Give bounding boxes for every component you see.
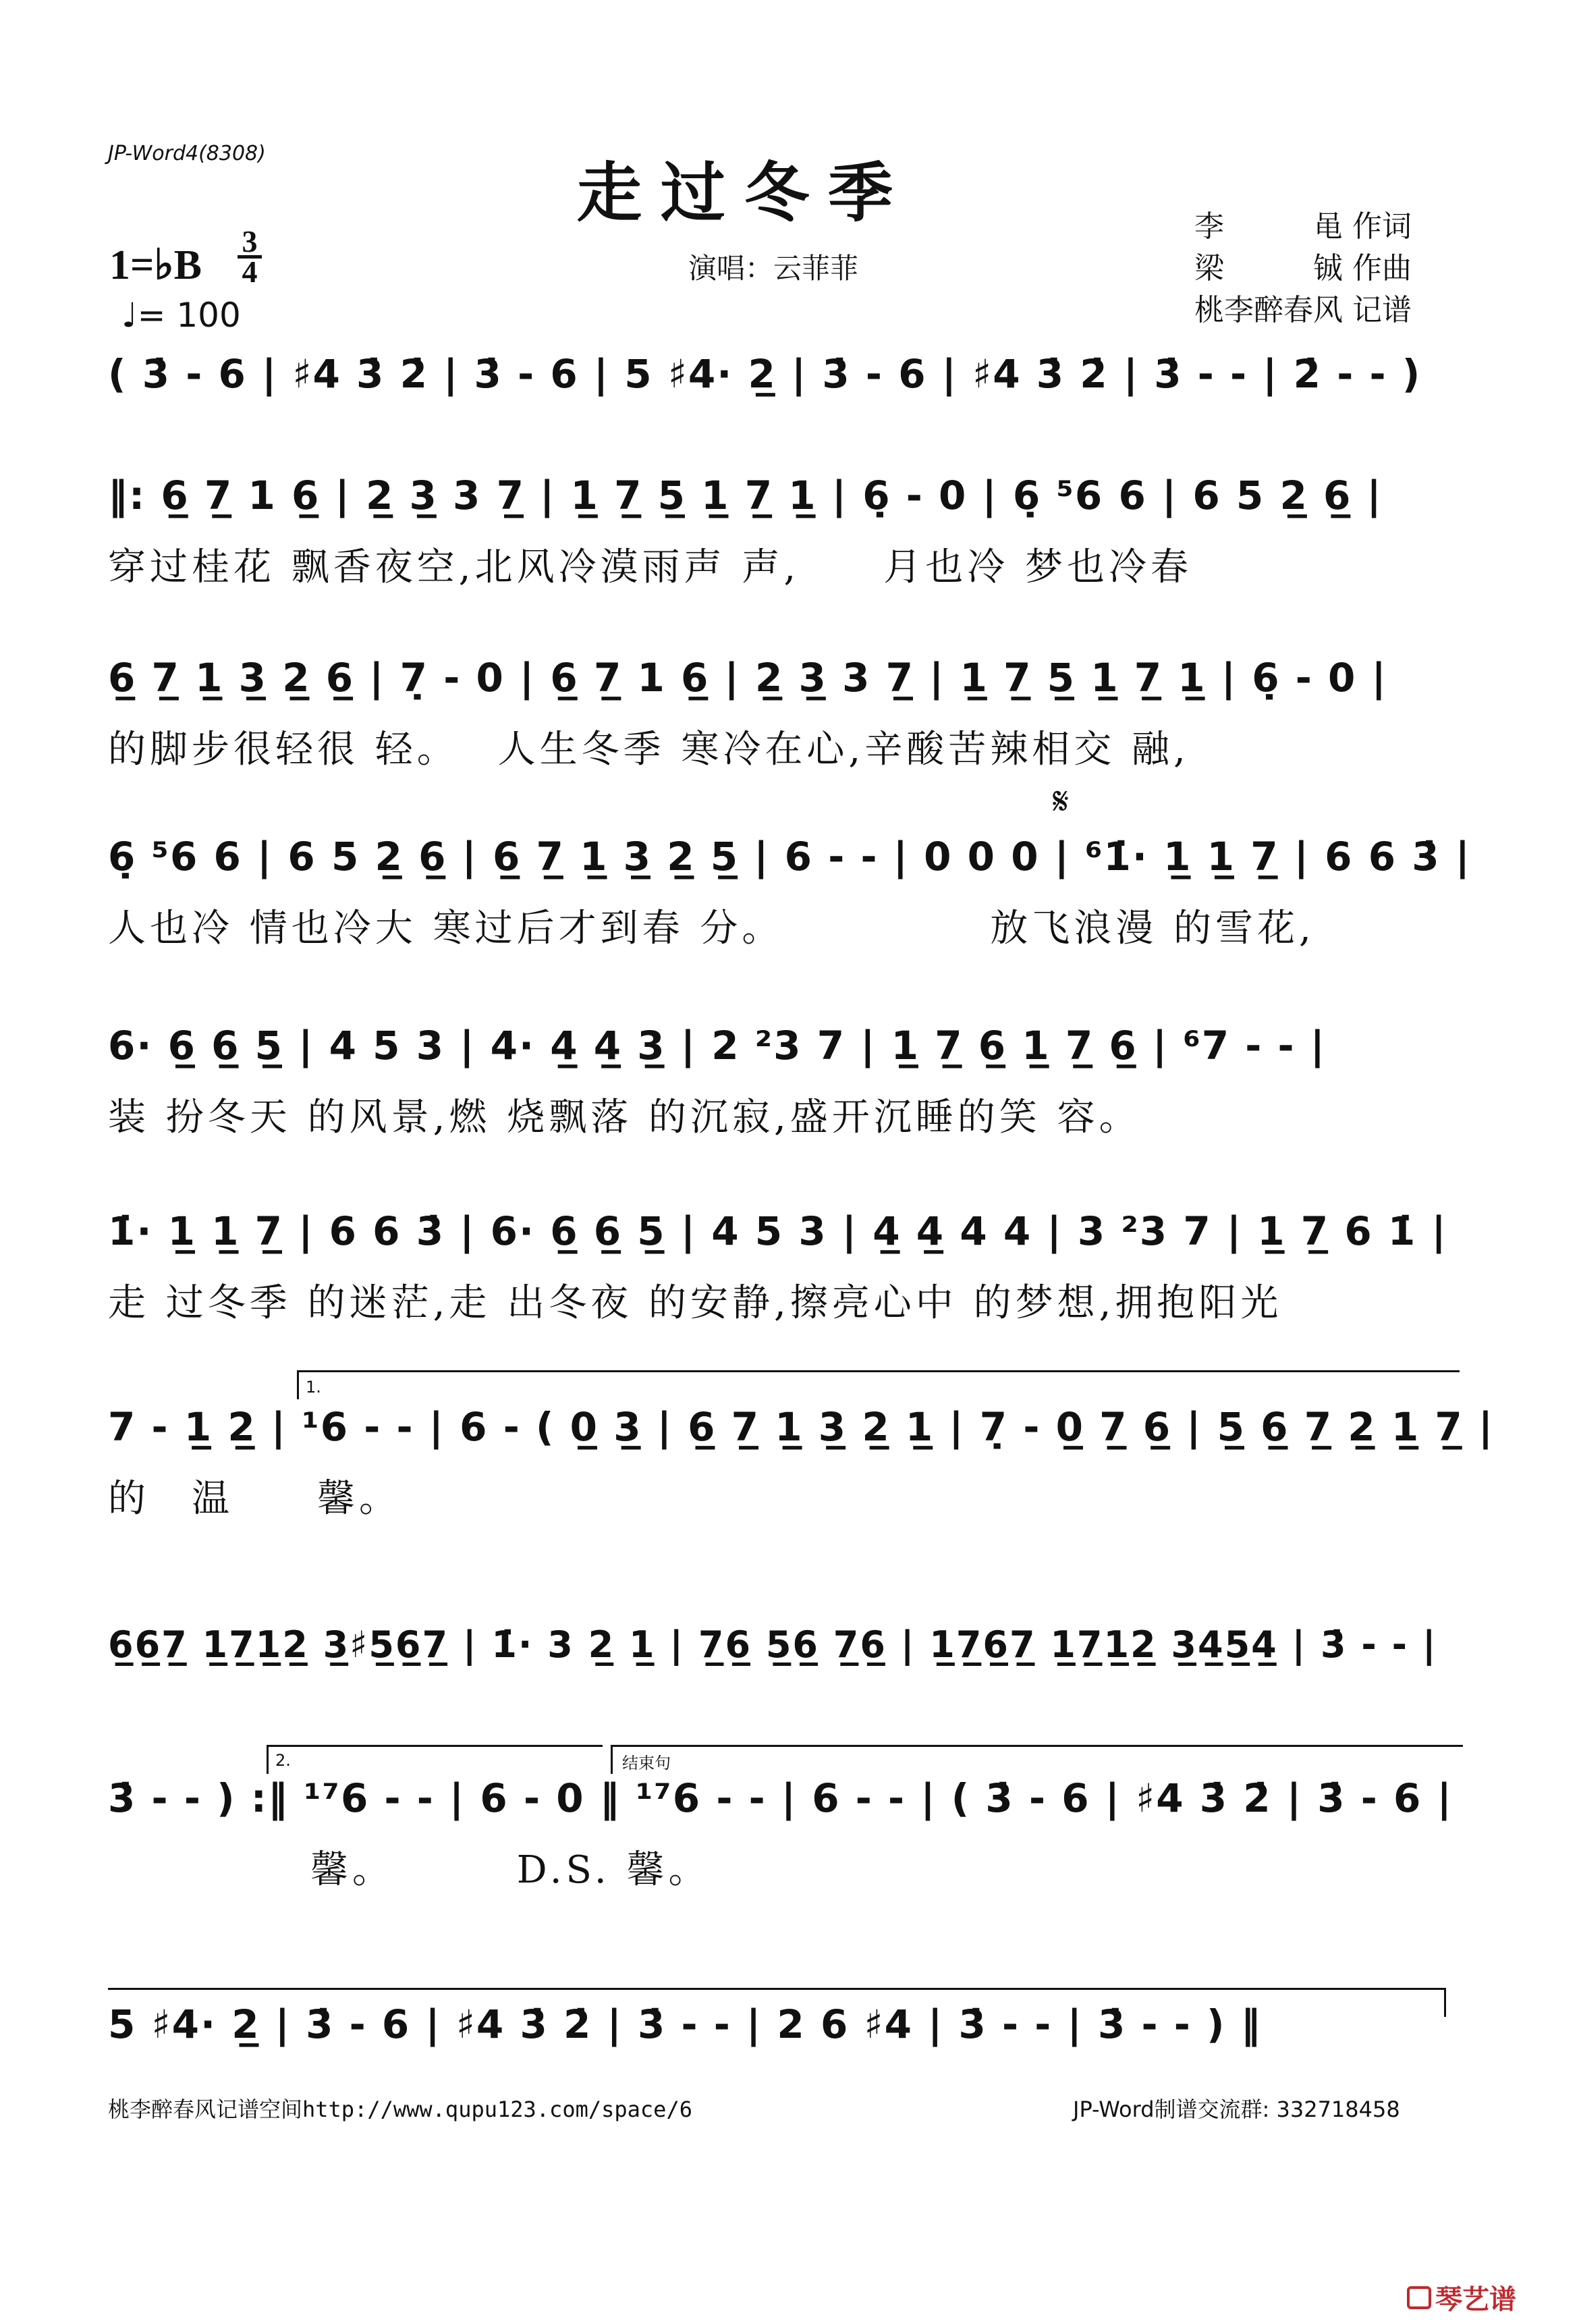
lyric-row-3: 的脚步很轻很 轻。 人生冬季 寒冷在心,辛酸苦辣相交 融, xyxy=(108,728,1190,772)
score-row-2 xyxy=(108,472,1464,591)
score-row-4 xyxy=(108,834,1471,952)
notes-row-2: ‖: 6̲ 7̲ 1 6̲ | 2̲ 3̲ 3 7̲ | 1̲ 7̲ 5̲ 1̲ 7̲ 1̲ | 6̣ - 0 | 6̣ ⁵6 6 | 6 5 2̲ 6̲ | xyxy=(108,472,1383,518)
tempo-mark: ♩= 100 xyxy=(121,296,241,335)
watermark-logo xyxy=(1407,2278,1516,2317)
ending-bracket xyxy=(611,1745,1463,1774)
footer-left: 桃李醉春风记谱空间http://www.qupu123.com/space/6 xyxy=(108,2097,692,2122)
time-signature xyxy=(238,224,262,289)
score-row-5 xyxy=(108,1023,1464,1141)
score-row-8 xyxy=(108,1623,1464,1666)
volta-2-bracket xyxy=(267,1745,603,1774)
volta-1-label: 1. xyxy=(306,1378,321,1397)
ending-label: 结束句 xyxy=(622,1754,671,1773)
volta-2-label: 2. xyxy=(275,1751,291,1770)
footer-right: JP-Word制谱交流群: 332718458 xyxy=(1073,2097,1400,2122)
lyric-row-7: 的 温 馨。 xyxy=(108,1477,401,1521)
score-row-9 xyxy=(108,1775,1464,1894)
transcriber: 桃李醉春风 记谱 xyxy=(1194,293,1412,327)
notes-row-7: 7 - 1̲ 2̲ | ¹6 - - | 6 - ( 0̲ 3̲ | 6̲ 7̲ 1̲ 3̲ 2̲ 1̲ | 7̣ - 0̲ 7̲ 6̲ | 5̲ 6̲ 7̲ 2̲ 1̲ 7̲ | xyxy=(108,1404,1495,1450)
singer: 演唱：云菲菲 xyxy=(688,252,859,285)
time-sig-bottom: 4 xyxy=(242,254,258,289)
notes-row-8: 6̲6̲7̲ 1̲7̲1̲2̲ 3̲♯5̲6̲7̲ | 1̇· 3 2̲ 1̲ | 7̲6̲ 5̲6̲ 7̲6̲ | 1̲7̲6̲7̲ 1̲7̲1̲2̲ 3̲4̲5̲4̲ | 3̇ - - | xyxy=(108,1623,1437,1666)
notes-row-10: 5 ♯4· 2̲ | 3̇ - 6 | ♯4 3̇ 2̇ | 3̇ - - | 2 6 ♯4 | 3̇ - - | 3̇ - - ) ‖ xyxy=(108,2001,1262,2047)
lyric-row-6: 走 过冬季 的迷茫,走 出冬夜 的安静,擦亮心中 的梦想,拥抱阳光 xyxy=(108,1281,1283,1325)
composer: 梁 铖 作曲 xyxy=(1194,251,1412,286)
volta-1-bracket xyxy=(297,1370,1460,1399)
lyricist: 李 黾 作词 xyxy=(1194,209,1412,244)
lyric-row-5: 装 扮冬天 的风景,燃 烧飘落 的沉寂,盛开沉睡的笑 容。 xyxy=(108,1096,1141,1139)
notes-row-1: ( 3̇ - 6 | ♯4 3̇ 2̇ | 3̇ - 6 | 5 ♯4· 2̲ | 3̇ - 6 | ♯4 3̇ 2̇ | 3̇ - - | 2̇ - - ) xyxy=(108,351,1422,397)
notes-row-9: 3̇ - - ) :‖ ¹⁷6 - - | 6 - 0 ‖ ¹⁷6 - - | 6 - - | ( 3̇ - 6 | ♯4 3̇ 2̇ | 3̇ - 6 | xyxy=(108,1775,1453,1821)
lyric-row-4: 人也冷 情也冷大 寒过后才到春 分。 放飞浪漫 的雪花, xyxy=(108,907,1315,950)
segno-sign: 𝄋 xyxy=(1053,780,1070,823)
lyric-row-9: 馨。 D.S. 馨。 xyxy=(310,1848,711,1892)
song-title: 走过冬季 xyxy=(577,155,912,231)
software-label: JP-Word4(8308) xyxy=(108,142,266,165)
score-row-6 xyxy=(108,1208,1464,1327)
key-signature: 1=♭B xyxy=(109,242,202,288)
notes-row-6: 1̇· 1̲ 1̲ 7̲ | 6 6 3̇ | 6· 6̲ 6̲ 5̲ | 4 5 3 | 4̲ 4̲ 4 4 | 3 ²3 7 | 1̲ 7̲ 6 1̇ | xyxy=(108,1208,1447,1254)
score-row-3 xyxy=(108,655,1464,774)
logo-icon xyxy=(1407,2286,1431,2309)
score-row-1 xyxy=(108,351,1464,397)
time-sig-top: 3 xyxy=(242,224,258,259)
score-row-7 xyxy=(108,1404,1495,1523)
lyric-row-2: 穿过桂花 飘香夜空,北风冷漠雨声 声, 月也冷 梦也冷春 xyxy=(108,545,1193,589)
notes-row-4: 6̣ ⁵6 6 | 6 5 2̲ 6̲ | 6̲ 7̲ 1̲ 3̲ 2̲ 5̲ | 6 - - | 0 0 0 | ⁶1̇· 1̲ 1̲ 7̲ | 6 6 3̇ | xyxy=(108,834,1471,880)
notes-row-3: 6̲ 7̲ 1̲ 3̲ 2̲ 6̲ | 7̣ - 0 | 6̲ 7̲ 1 6̲ | 2̲ 3̲ 3 7̲ | 1̲ 7̲ 5̲ 1̲ 7̲ 1̲ | 6̣ - 0 | xyxy=(108,655,1387,701)
notes-row-5: 6· 6̲ 6̲ 5̲ | 4 5 3 | 4· 4̲ 4̲ 3̲ | 2 ²3 7 | 1̲ 7̲ 6̲ 1̲ 7̲ 6̲ | ⁶7 - - | xyxy=(108,1023,1326,1069)
score-row-10 xyxy=(108,2001,1464,2047)
watermark-text: 琴艺谱 xyxy=(1435,2284,1516,2315)
